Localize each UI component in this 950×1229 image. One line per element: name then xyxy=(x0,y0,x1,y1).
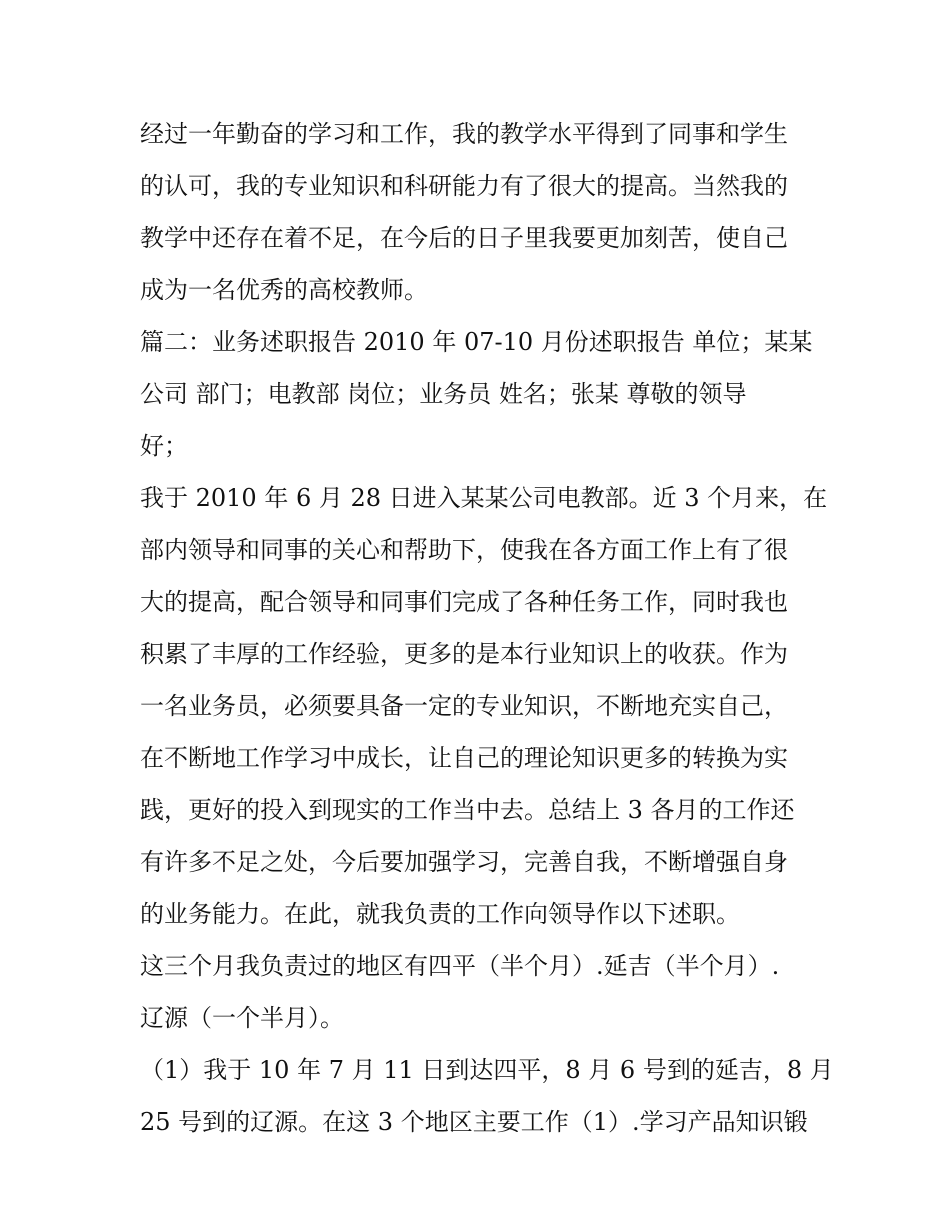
text-line: 的业务能力。在此，就我负责的工作向领导作以下述职。 xyxy=(140,900,740,928)
section-heading-line: 篇二：业务述职报告 2010 年 07-10 月份述职报告 单位；某某 xyxy=(140,328,813,356)
text-line: 有许多不足之处，今后要加强学习，完善自我，不断增强自身 xyxy=(140,848,788,876)
text-line: 公司 部门；电教部 岗位；业务员 姓名；张某 尊敬的领导 xyxy=(140,380,747,408)
text-line: 这三个月我负责过的地区有四平（半个月）.延吉（半个月）. xyxy=(140,952,780,980)
text-line: 好； xyxy=(140,432,188,460)
document-body xyxy=(140,108,834,1148)
text-line: （1）我于 10 年 7 月 11 日到达四平，8 月 6 号到的延吉，8 月 xyxy=(140,1056,834,1084)
text-line: 教学中还存在着不足，在今后的日子里我要更加刻苦，使自己 xyxy=(140,224,788,252)
text-line: 践，更好的投入到现实的工作当中去。总结上 3 各月的工作还 xyxy=(140,796,795,824)
text-line: 大的提高，配合领导和同事们完成了各种任务工作，同时我也 xyxy=(140,588,788,616)
text-line: 部内领导和同事的关心和帮助下，使我在各方面工作上有了很 xyxy=(140,536,788,564)
text-line: 在不断地工作学习中成长，让自己的理论知识更多的转换为实 xyxy=(140,744,788,772)
text-line: 的认可，我的专业知识和科研能力有了很大的提高。当然我的 xyxy=(140,172,788,200)
text-line: 一名业务员，必须要具备一定的专业知识，不断地充实自己， xyxy=(140,692,788,720)
text-line: 辽源（一个半月）。 xyxy=(140,1004,344,1032)
text-line: 积累了丰厚的工作经验，更多的是本行业知识上的收获。作为 xyxy=(140,640,788,668)
text-line: 成为一名优秀的高校教师。 xyxy=(140,276,428,304)
text-line: 25 号到的辽源。在这 3 个地区主要工作（1）.学习产品知识锻 xyxy=(140,1108,808,1136)
text-line: 我于 2010 年 6 月 28 日进入某某公司电教部。近 3 个月来，在 xyxy=(140,484,828,512)
text-line: 经过一年勤奋的学习和工作，我的教学水平得到了同事和学生 xyxy=(140,120,788,148)
